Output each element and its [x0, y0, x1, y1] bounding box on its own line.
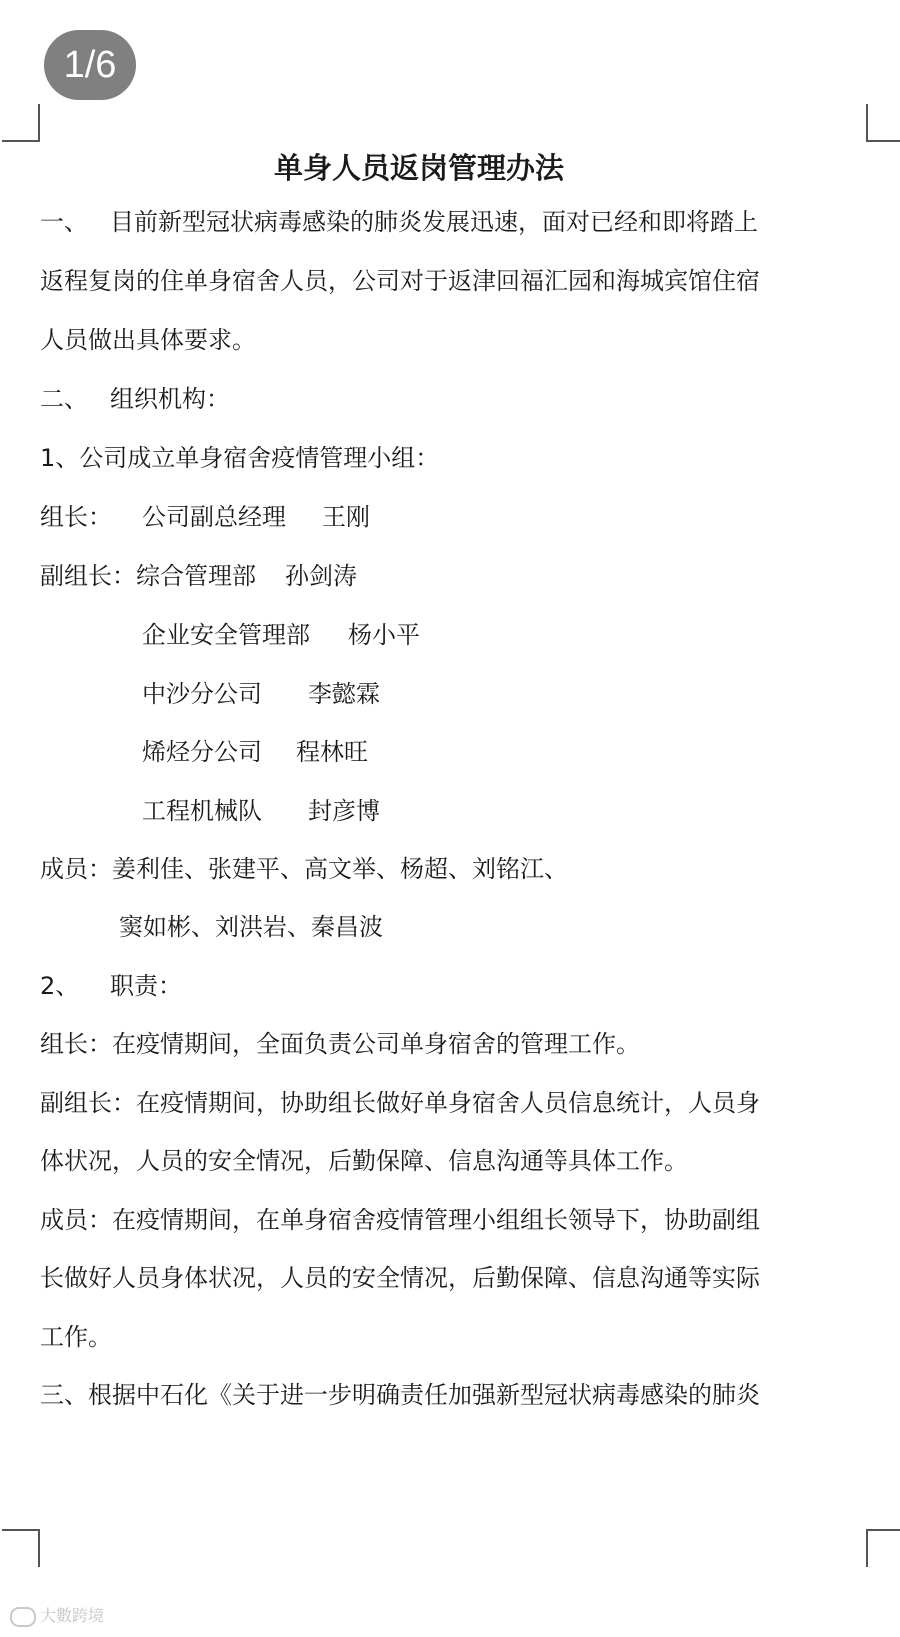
- paragraph-line: [40, 323, 256, 357]
- department-text: 工程机械队: [142, 797, 262, 825]
- person-name: 封彦博: [308, 797, 380, 825]
- person-name: 李懿霖: [308, 680, 380, 708]
- paragraph-line: [40, 852, 568, 886]
- person-name: 孙剑涛: [285, 562, 357, 590]
- line-text: 成员：在疫情期间，在单身宿舍疫情管理小组组长领导下，协助副组: [40, 1206, 760, 1234]
- section-number: 二、: [40, 385, 88, 413]
- line-text: 职责：: [110, 972, 182, 1000]
- paragraph-line: [40, 559, 357, 593]
- line-text: 三、根据中石化《关于进一步明确责任加强新型冠状病毒感染的肺炎: [40, 1381, 760, 1409]
- role-label: 组长：: [40, 503, 112, 531]
- department-text: 烯烃分公司: [142, 738, 262, 766]
- paragraph-line: [40, 1086, 760, 1120]
- paragraph-line: [40, 1203, 760, 1237]
- paragraph-line: [40, 1320, 112, 1354]
- crop-mark-bottom-right: [866, 1529, 900, 1567]
- watermark-logo-icon: [10, 1607, 36, 1627]
- crop-mark-top-right: [866, 104, 900, 142]
- position-text: 公司副总经理: [142, 503, 286, 531]
- line-text: 返程复岗的住单身宿舍人员，公司对于返津回福汇园和海城宾馆住宿: [40, 267, 760, 295]
- line-text: 人员做出具体要求。: [40, 326, 256, 354]
- line-text: 副组长：在疫情期间，协助组长做好单身宿舍人员信息统计，人员身: [40, 1089, 760, 1117]
- paragraph-line: [40, 441, 439, 475]
- paragraph-line: [40, 205, 758, 239]
- paragraph-line: [40, 264, 760, 298]
- person-name: 王刚: [322, 503, 370, 531]
- paragraph-line: [142, 735, 368, 769]
- paragraph-line: [142, 794, 380, 828]
- crop-mark-top-left: [2, 104, 40, 142]
- paragraph-line: [40, 382, 230, 416]
- department-text: 企业安全管理部: [142, 621, 310, 649]
- role-and-department: 副组长：综合管理部: [40, 562, 256, 590]
- line-text: 组长：在疫情期间，全面负责公司单身宿舍的管理工作。: [40, 1030, 640, 1058]
- person-name: 杨小平: [348, 621, 420, 649]
- paragraph-line: [40, 1378, 760, 1412]
- line-text: 窦如彬、刘洪岩、秦昌波: [119, 913, 383, 941]
- paragraph-line: [40, 1144, 688, 1178]
- paragraph-line: [40, 1027, 640, 1061]
- watermark: [10, 1606, 104, 1627]
- section-number: 一、: [40, 208, 88, 236]
- paragraph-line: [40, 1261, 760, 1295]
- line-text: 成员：姜利佳、张建平、高文举、杨超、刘铭江、: [40, 855, 568, 883]
- person-name: 程林旺: [296, 738, 368, 766]
- line-text: 长做好人员身体状况，人员的安全情况，后勤保障、信息沟通等实际: [40, 1264, 760, 1292]
- line-text: 组织机构：: [110, 385, 230, 413]
- document-title: 单身人员返岗管理办法: [273, 151, 564, 185]
- watermark-text: 大數跨境: [40, 1606, 105, 1625]
- section-number: 2、: [40, 972, 80, 1000]
- paragraph-line: [142, 677, 380, 711]
- crop-mark-bottom-left: [2, 1529, 40, 1567]
- paragraph-line: [40, 500, 370, 534]
- line-text: 体状况，人员的安全情况，后勤保障、信息沟通等具体工作。: [40, 1147, 688, 1175]
- page-indicator-badge: 1/6: [44, 30, 136, 100]
- line-text: 1、公司成立单身宿舍疫情管理小组：: [40, 444, 440, 472]
- line-text: 工作。: [40, 1323, 112, 1351]
- line-text: 目前新型冠状病毒感染的肺炎发展迅速，面对已经和即将踏上: [110, 208, 758, 236]
- paragraph-line: [40, 969, 182, 1003]
- paragraph-line: [142, 618, 420, 652]
- department-text: 中沙分公司: [142, 680, 262, 708]
- paragraph-line: [119, 910, 383, 944]
